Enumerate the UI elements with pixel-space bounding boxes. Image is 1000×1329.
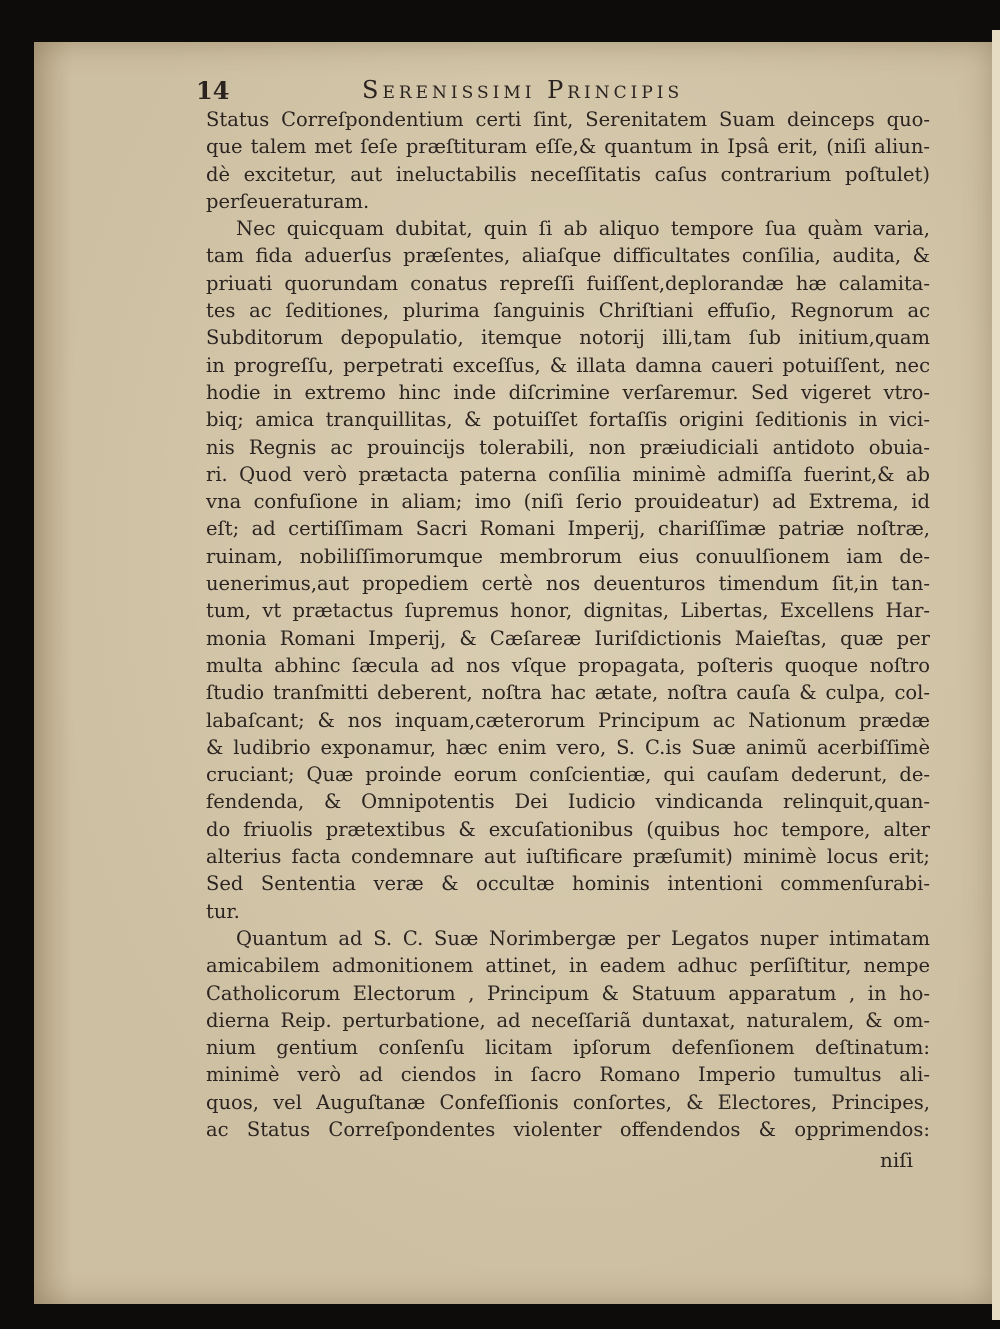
text-line: dè excitetur, aut ineluctabilis neceſſitatis caſus contrarium poſtulet) bbox=[206, 162, 930, 186]
text-line: & ludibrio exponamur, hæc enim vero, S. C.is Suæ animũ acerbiſſimè bbox=[206, 735, 930, 759]
text-line: ſtudio tranſmitti deberent, noſtra hac ætate, noſtra cauſa & culpa, col- bbox=[206, 681, 930, 705]
text-line: ri. Quod verò prætacta paterna conſilia minimè admiſſa fuerint,& ab bbox=[206, 462, 930, 486]
text-line: eſt; ad certiſſimam Sacri Romani Imperij, chariſſimæ patriæ noſtræ, bbox=[206, 517, 930, 541]
text-line: in progreſſu, perpetrati exceſſus, & illata damna caueri potuiſſent, nec bbox=[206, 353, 930, 377]
text-line: Catholicorum Electorum , Principum & Statuum apparatum , in ho- bbox=[206, 981, 930, 1005]
text-line: dierna Reip. perturbatione, ad neceſſariã duntaxat, naturalem, & om- bbox=[206, 1008, 930, 1032]
text-line: do friuolis prætextibus & excuſationibus (quibus hoc tempore, alter bbox=[206, 817, 930, 841]
text-line: tam fida aduerſus præſentes, aliaſque difficultates conſilia, audita, & bbox=[206, 244, 930, 268]
text-line: Subditorum depopulatio, itemque notorij illi,tam ſub initium,quam bbox=[206, 326, 930, 350]
text-line: tum, vt prætactus ſupremus honor, dignitas, Libertas, Excellens Har- bbox=[206, 599, 930, 623]
text-line: labaſcant; & nos inquam,cæterorum Principum ac Nationum prædæ bbox=[206, 708, 930, 732]
text-line: tes ac ſeditiones, plurima ſanguinis Chriſtiani effuſio, Regnorum ac bbox=[206, 299, 930, 323]
text-line: quos, vel Auguſtanæ Confeſſionis conſortes, & Electores, Principes, bbox=[206, 1090, 930, 1114]
text-line: biq; amica tranquillitas, & potuiſſet fortaſſis origini ſeditionis in vici- bbox=[206, 408, 930, 432]
page-edge bbox=[992, 30, 1000, 1320]
body-text bbox=[206, 106, 930, 1143]
text-line: uenerimus,aut propediem certè nos deuenturos timendum ſit,in tan- bbox=[206, 572, 930, 596]
text-line: alterius facta condemnare aut iuſtificare præſumit) minimè locus erit; bbox=[206, 845, 930, 869]
page-number: 14 bbox=[196, 76, 230, 105]
text-line: amicabilem admonitionem attinet, in eadem adhuc perſiſtitur, nempe bbox=[206, 954, 930, 978]
text-line: Nec quicquam dubitat, quin ſi ab aliquo tempore ſua quàm varia, bbox=[236, 217, 930, 241]
running-head: Serenissimi Principis bbox=[362, 76, 684, 104]
text-line: tur. bbox=[206, 899, 240, 923]
text-line: monia Romani Imperij, & Cæſareæ Iuriſdictionis Maieſtas, quæ per bbox=[206, 626, 930, 650]
text-line: que talem met ſeſe præſtituram eſſe,& quantum in Ipsâ erit, (niſi aliun- bbox=[206, 135, 930, 159]
text-line: perſeueraturam. bbox=[206, 189, 370, 213]
page-header bbox=[196, 76, 796, 110]
catchword: niſi bbox=[880, 1148, 914, 1172]
text-line: Status Correſpondentium certi ſint, Serenitatem Suam deinceps quo- bbox=[206, 108, 930, 131]
text-line: multa abhinc ſæcula ad nos vſque propagata, poſteris quoque noſtro bbox=[206, 653, 930, 677]
text-line: ac Status Correſpondentes violenter offendendos & opprimendos: bbox=[206, 1117, 930, 1141]
text-line: minimè verò ad ciendos in ſacro Romano Imperio tumultus ali- bbox=[206, 1063, 930, 1087]
text-line: hodie in extremo hinc inde diſcrimine verſaremur. Sed vigeret vtro- bbox=[206, 380, 930, 404]
text-line: nis Regnis ac prouincijs tolerabili, non præiudiciali antidoto obuia- bbox=[206, 435, 930, 459]
text-line: fendenda, & Omnipotentis Dei Iudicio vindicanda relinquit,quan- bbox=[206, 790, 930, 814]
text-line: vna confuſione in aliam; imo (niſi ſerio prouideatur) ad Extrema, id bbox=[206, 490, 930, 514]
text-line: Sed Sententia veræ & occultæ hominis intentioni commenſurabi- bbox=[206, 872, 930, 896]
text-line: Quantum ad S. C. Suæ Norimbergæ per Legatos nuper intimatam bbox=[236, 926, 930, 950]
text-line: nium gentium conſenſu licitam ipſorum defenſionem deſtinatum: bbox=[206, 1036, 930, 1060]
text-line: ruinam, nobiliſſimorumque membrorum eius conuulſionem iam de- bbox=[206, 544, 930, 568]
text-line: priuati quorundam conatus repreſſi fuiſſent,deplorandæ hæ calamita- bbox=[206, 271, 930, 295]
text-line: cruciant; Quæ proinde eorum conſcientiæ, qui cauſam dederunt, de- bbox=[206, 763, 930, 787]
